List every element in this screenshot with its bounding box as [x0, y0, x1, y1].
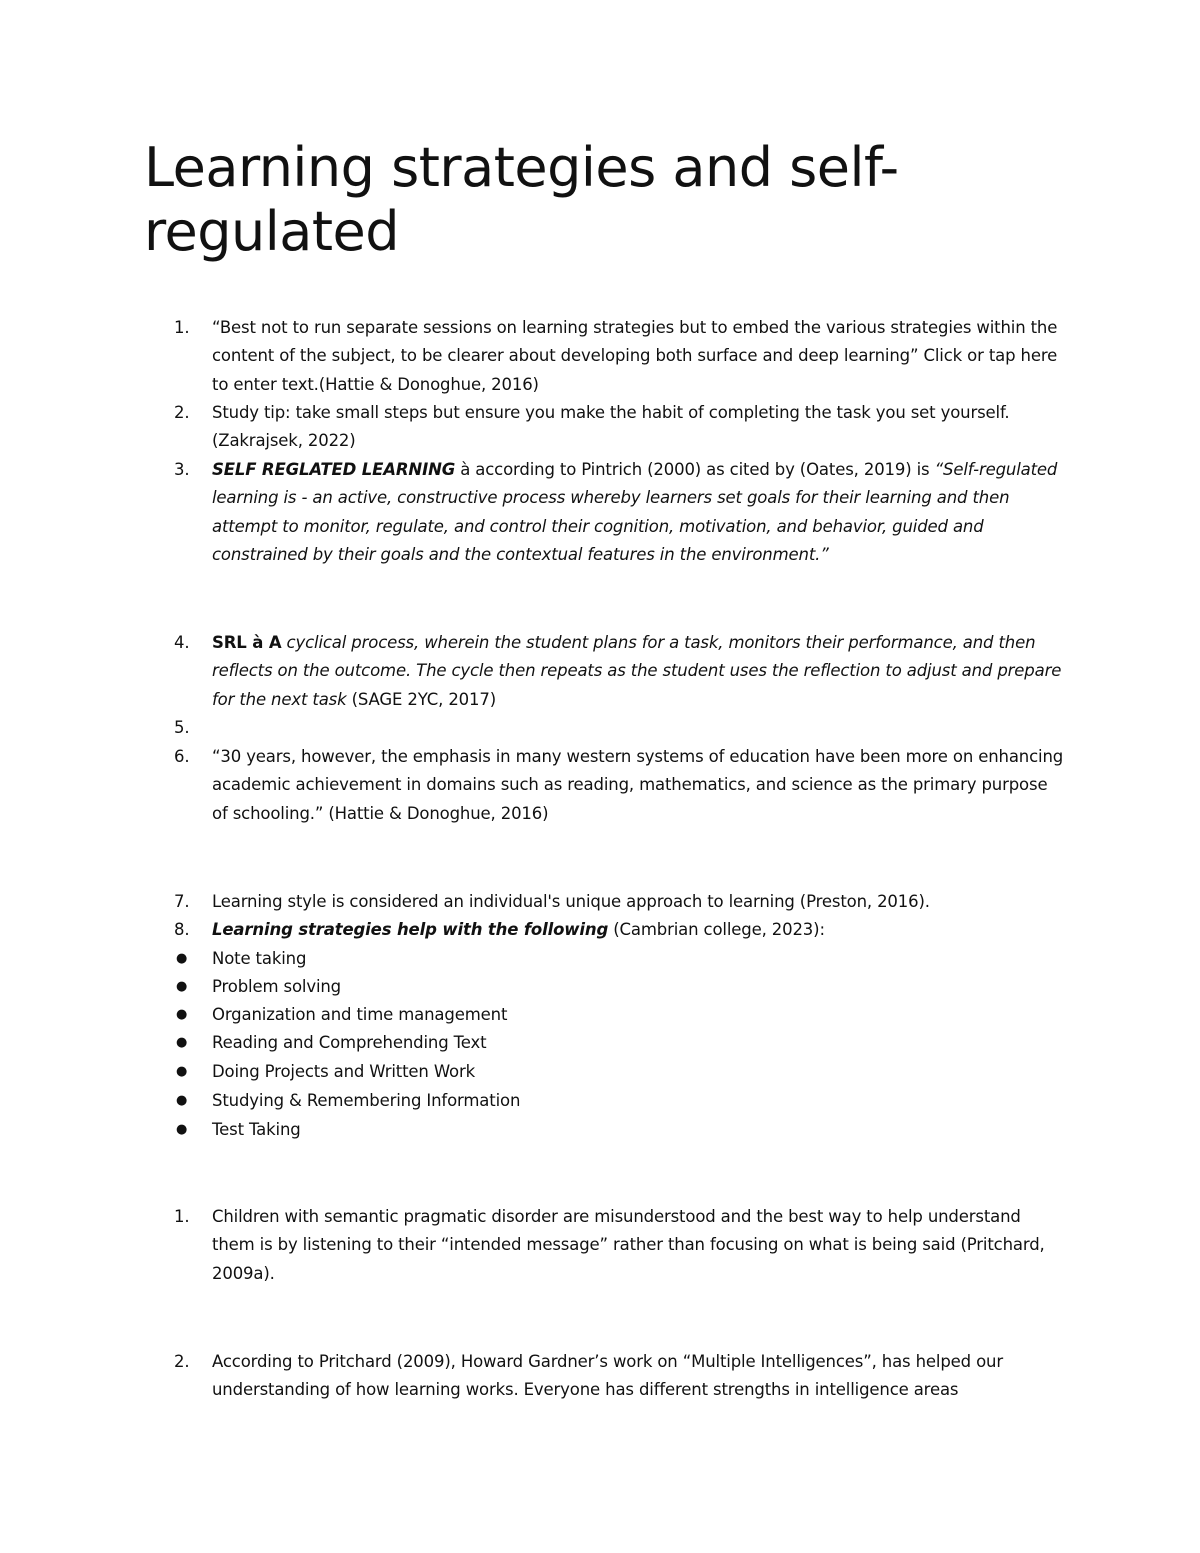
- srl-definition: cyclical process, wherein the student plans for a task, monitors their performance, and then reflects on the outcome. The cycle then repeats as the student uses the reflection to adjust and prepare for the next task: [212, 633, 1062, 709]
- list-number: 6.: [174, 747, 190, 766]
- list-item-2-2: [144, 1348, 1064, 1405]
- srl-quote: “Self-regulated learning is - an active, constructive process whereby learners set goals for their learning and then attempt to monitor, regulate, and control their cognition, motivation, and behavior, guided and constrained by their goals and the contextual features in the environment.”: [212, 460, 1058, 565]
- bullet-text: Studying & Remembering Information: [212, 1091, 521, 1110]
- srl-source: (SAGE 2YC, 2017): [346, 689, 497, 709]
- bullet-icon: ●: [176, 1007, 188, 1022]
- bullet-item: [144, 973, 1064, 1001]
- list-item-3: [144, 456, 1064, 570]
- list-item-text: [212, 456, 1064, 570]
- list-item-8: [144, 916, 1064, 944]
- bullet-text: Problem solving: [212, 977, 342, 996]
- srl-citation: à according to Pintrich (2000) as cited by (Oates, 2019) is: [455, 460, 935, 479]
- list-item-text: According to Pritchard (2009), Howard Gardner’s work on “Multiple Intelligences”, has helped our understanding of how learning works. Everyone has different strengths in intelligence areas: [212, 1352, 1003, 1400]
- list-number: 1.: [174, 318, 190, 337]
- list-number: 5.: [174, 718, 190, 737]
- bullet-icon: ●: [176, 1064, 188, 1079]
- list-item-1: [144, 314, 1064, 399]
- list-number: 3.: [174, 460, 190, 479]
- list-number: 1.: [174, 1207, 190, 1226]
- bullet-icon: ●: [176, 951, 188, 966]
- bullet-item: [144, 945, 1064, 973]
- bullet-icon: ●: [176, 1035, 188, 1050]
- bullet-icon: ●: [176, 1122, 188, 1137]
- bullet-icon: ●: [176, 1093, 188, 1108]
- bullet-item: [144, 1087, 1064, 1115]
- list-item-text: “30 years, however, the emphasis in many western systems of education have been more on enhancing academic achievement in domains such as reading, mathematics, and science as the primary purpose of schooling.” (Hattie & Donoghue, 2016): [212, 747, 1064, 823]
- list-item-2: [144, 399, 1064, 456]
- bullet-item: [144, 1001, 1064, 1029]
- bullet-item: [144, 1058, 1064, 1086]
- strategies-source: (Cambrian college, 2023):: [608, 920, 825, 939]
- list-number: 2.: [174, 403, 190, 422]
- list-item-6: [144, 743, 1064, 828]
- list-item-text: “Best not to run separate sessions on learning strategies but to embed the various strategies within the content of the subject, to be clearer about developing both surface and deep learning” Click or tap here to enter text.(Hattie & Donoghue, 2016): [212, 318, 1058, 394]
- bullet-text: Note taking: [212, 949, 307, 968]
- list-item-4: [144, 629, 1064, 714]
- bullet-text: Reading and Comprehending Text: [212, 1033, 487, 1052]
- bullet-item: [144, 1029, 1064, 1057]
- bullet-text: Doing Projects and Written Work: [212, 1062, 476, 1081]
- bullet-icon: ●: [176, 979, 188, 994]
- list-item-text: [212, 916, 1064, 944]
- list-item-7: [144, 888, 1064, 916]
- list-item-text: Study tip: take small steps but ensure you make the habit of completing the task you set yourself. (Zakrajsek, 2022): [212, 403, 1010, 451]
- document-title: Learning strategies and self-regulated: [144, 136, 899, 263]
- list-item-text: Children with semantic pragmatic disorder are misunderstood and the best way to help understand them is by listening to their “intended message” rather than focusing on what is being said (Pritchard, 2009a).: [212, 1207, 1045, 1283]
- strategies-heading: Learning strategies help with the following: [212, 920, 609, 939]
- list-item-text: [212, 629, 1064, 714]
- srl-heading: SELF REGLATED LEARNING: [212, 460, 456, 479]
- bullet-text: Test Taking: [212, 1120, 301, 1139]
- srl-label: SRL à A: [212, 633, 282, 652]
- list-number: 8.: [174, 920, 190, 939]
- list-item-2-1: [144, 1203, 1064, 1288]
- list-number: 2.: [174, 1352, 190, 1371]
- list-number: 4.: [174, 633, 190, 652]
- list-number: 7.: [174, 892, 190, 911]
- bullet-item: [144, 1116, 1064, 1144]
- list-item-text: Learning style is considered an individual's unique approach to learning (Preston, 2016).: [212, 892, 930, 911]
- bullet-text: Organization and time management: [212, 1005, 508, 1024]
